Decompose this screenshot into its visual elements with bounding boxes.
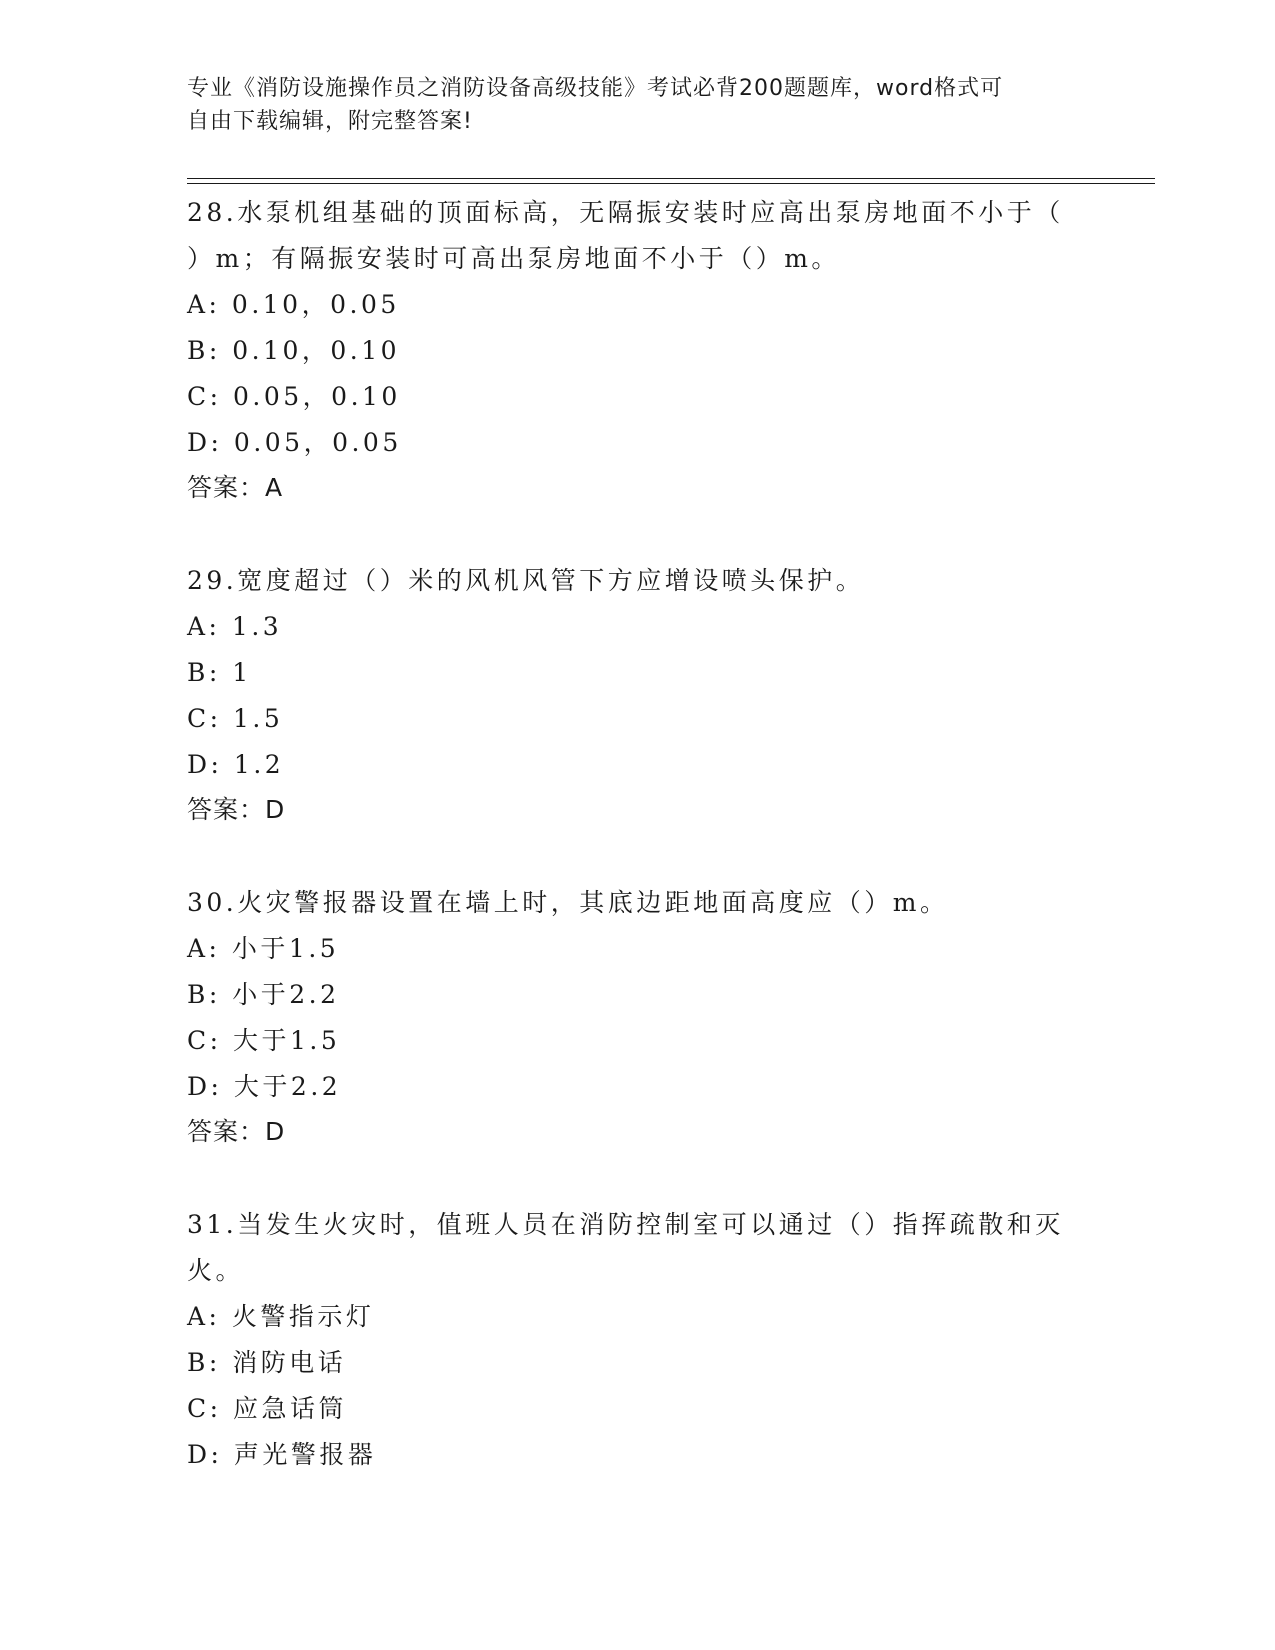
question-text: 31.当发生火灾时，值班人员在消防控制室可以通过（）指挥疏散和灭 (187, 1210, 1064, 1239)
option-b: B: 消防电话 (187, 1348, 347, 1377)
question-list (187, 190, 1077, 1526)
option-a: A: 小于1.5 (187, 934, 340, 963)
option-a: A: 1.3 (187, 612, 283, 641)
option-d: D: 声光警报器 (187, 1440, 377, 1469)
header-divider-bottom (187, 183, 1155, 184)
header-title-line-1: 专业《消防设施操作员之消防设备高级技能》考试必背200题题库，word格式可 (187, 76, 1004, 101)
header-title-line-2: 自由下载编辑，附完整答案! (187, 109, 473, 134)
option-b: B: 小于2.2 (187, 980, 340, 1009)
option-c: C: 应急话筒 (187, 1394, 347, 1423)
question-item (187, 1202, 1077, 1478)
option-c: C: 0.05，0.10 (187, 382, 401, 411)
answer-line: 答案：D (187, 795, 286, 824)
header-divider-top (187, 178, 1155, 179)
question-text-continued: ）m；有隔振安装时可高出泵房地面不小于（）m。 (187, 244, 840, 273)
question-text: 30.火灾警报器设置在墙上时，其底边距地面高度应（）m。 (187, 888, 949, 917)
option-a: A: 火警指示灯 (187, 1302, 375, 1331)
option-c: C: 1.5 (187, 704, 284, 733)
option-d: D: 0.05，0.05 (187, 428, 402, 457)
option-d: D: 大于2.2 (187, 1072, 342, 1101)
question-item (187, 558, 1077, 832)
option-a: A: 0.10，0.05 (187, 290, 400, 319)
question-item (187, 190, 1077, 510)
answer-line: 答案：A (187, 473, 284, 502)
option-b: B: 1 (187, 658, 252, 687)
question-item (187, 880, 1077, 1154)
option-c: C: 大于1.5 (187, 1026, 341, 1055)
question-text: 28.水泵机组基础的顶面标高，无隔振安装时应高出泵房地面不小于（ (187, 198, 1064, 227)
question-text-continued: 火。 (187, 1256, 245, 1285)
document-header (187, 72, 1067, 138)
question-text: 29.宽度超过（）米的风机风管下方应增设喷头保护。 (187, 566, 865, 595)
option-b: B: 0.10，0.10 (187, 336, 401, 365)
answer-line: 答案：D (187, 1117, 286, 1146)
option-d: D: 1.2 (187, 750, 285, 779)
